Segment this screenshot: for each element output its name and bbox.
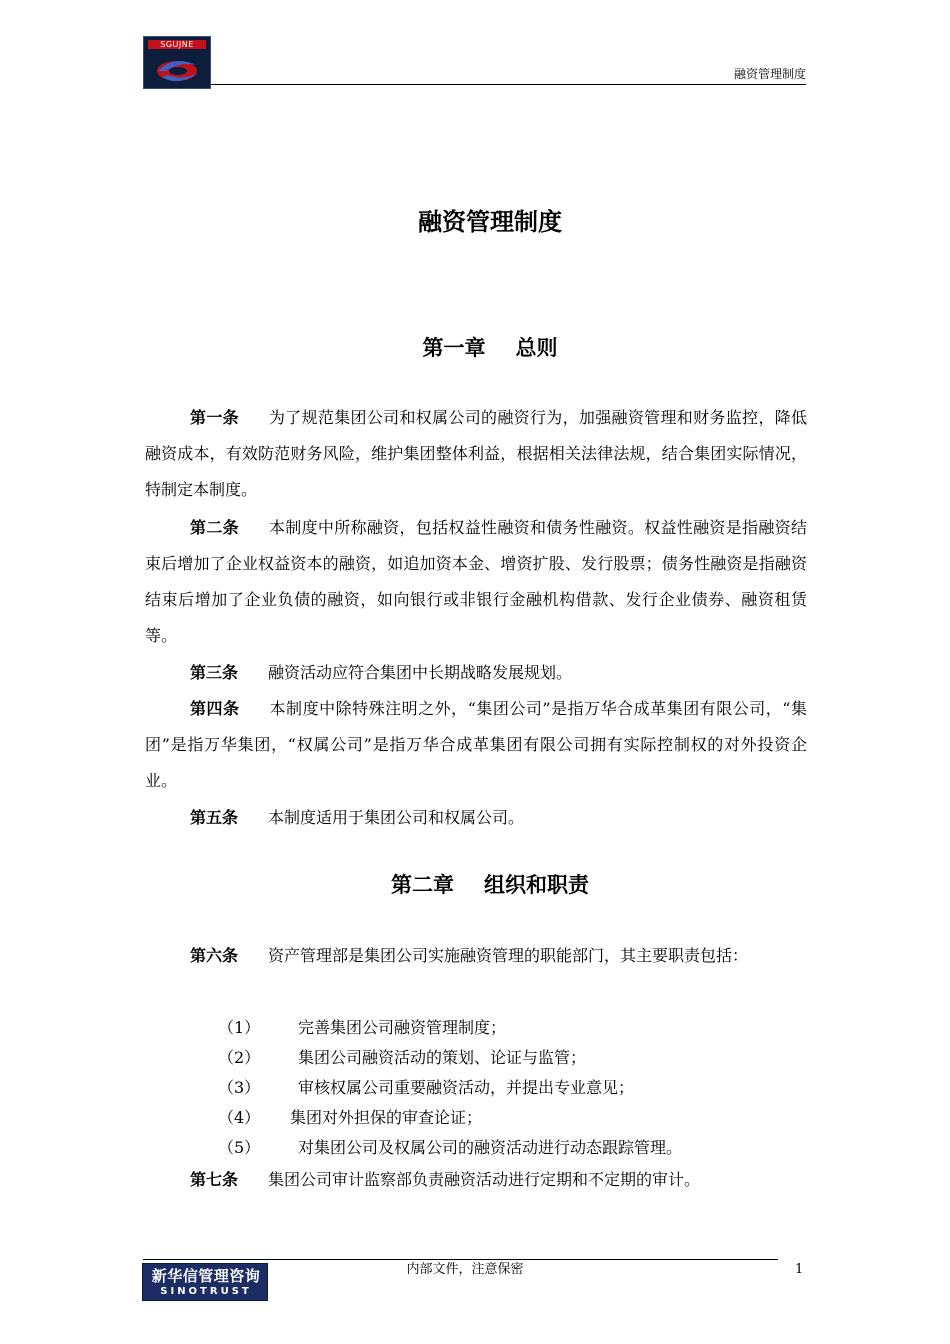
list-item-number: （1）	[218, 1018, 261, 1037]
article-text: 本制度适用于集团公司和权属公司。	[268, 808, 525, 827]
confidential-note: 内部文件，注意保密	[406, 1262, 524, 1277]
article-label: 第五条	[190, 808, 239, 827]
sinotrust-logo	[142, 1263, 268, 1301]
list-item-text: 集团公司融资活动的策划、论证与监管；	[298, 1048, 587, 1067]
article-7	[145, 1162, 807, 1198]
logo-chinese-text: 新华信管理咨询	[151, 1267, 261, 1285]
list-item	[218, 1073, 634, 1103]
article-label: 第三条	[190, 663, 239, 682]
article-6	[145, 938, 807, 974]
article-label: 第一条	[190, 408, 239, 427]
page-number: 1	[795, 1262, 804, 1277]
list-item-text: 完善集团公司融资管理制度；	[298, 1018, 507, 1037]
logo-english-text: SINOTRUST	[160, 1286, 252, 1297]
article-text: 集团公司审计监察部负责融资活动进行定期和不定期的审计。	[268, 1170, 701, 1189]
chapter-name: 总则	[515, 336, 558, 360]
logo-text: SGUJNE	[148, 40, 206, 49]
document-title: 融资管理制度	[418, 208, 562, 236]
article-5	[145, 800, 807, 836]
article-text: 资产管理部是集团公司实施融资管理的职能部门，其主要职责包括：	[268, 946, 749, 965]
article-text: 本制度中所称融资，包括权益性融资和债务性融资。权益性融资是指融资结束后增加了企业权益资本的融资，如追加资本金、增资扩股、发行股票；债务性融资是指融资结束后增加了企业负债的融资，如向银行或非银行金融机构借款、发行企业债券、融资租赁等。	[145, 518, 807, 645]
article-2	[145, 510, 807, 654]
article-label: 第二条	[190, 518, 239, 537]
article-text: 融资活动应符合集团中长期战略发展规划。	[268, 663, 573, 682]
header-title: 融资管理制度	[733, 67, 806, 81]
company-logo	[143, 36, 211, 89]
article-3	[145, 655, 807, 691]
article-text: 为了规范集团公司和权属公司的融资行为，加强融资管理和财务监控，降低融资成本，有效防范财务风险，维护集团整体利益，根据相关法律法规，结合集团实际情况，特制定本制度。	[145, 408, 807, 499]
footer-divider	[143, 1259, 778, 1260]
article-label: 第四条	[190, 699, 240, 718]
article-1	[145, 400, 807, 508]
article-4	[145, 691, 807, 799]
article-label: 第七条	[190, 1170, 239, 1189]
chapter-number: 第一章	[422, 336, 486, 360]
list-item	[218, 1013, 506, 1043]
list-item	[218, 1133, 682, 1163]
chapter-number: 第二章	[391, 873, 454, 897]
logo-emblem-icon	[144, 37, 211, 89]
article-text: 本制度中除特殊注明之外，“集团公司”是指万华合成革集团有限公司，“集团”是指万华集团，“权属公司”是指万华合成革集团有限公司拥有实际控制权的对外投资企业。	[145, 699, 807, 790]
article-label: 第六条	[190, 946, 239, 965]
list-item	[218, 1043, 586, 1073]
list-item-text: 集团对外担保的审查论证；	[290, 1108, 483, 1127]
list-item-number: （4）	[218, 1108, 261, 1127]
list-item-text: 对集团公司及权属公司的融资活动进行动态跟踪管理。	[298, 1138, 683, 1157]
list-item-number: （2）	[218, 1048, 261, 1067]
list-item-number: （3）	[218, 1078, 261, 1097]
header-divider	[211, 84, 806, 85]
chapter-heading-1	[0, 333, 950, 363]
list-item	[218, 1103, 482, 1133]
chapter-name: 组织和职责	[484, 873, 589, 897]
chapter-heading-2	[0, 870, 950, 900]
list-item-number: （5）	[218, 1138, 261, 1157]
list-item-text: 审核权属公司重要融资活动，并提出专业意见；	[298, 1078, 635, 1097]
